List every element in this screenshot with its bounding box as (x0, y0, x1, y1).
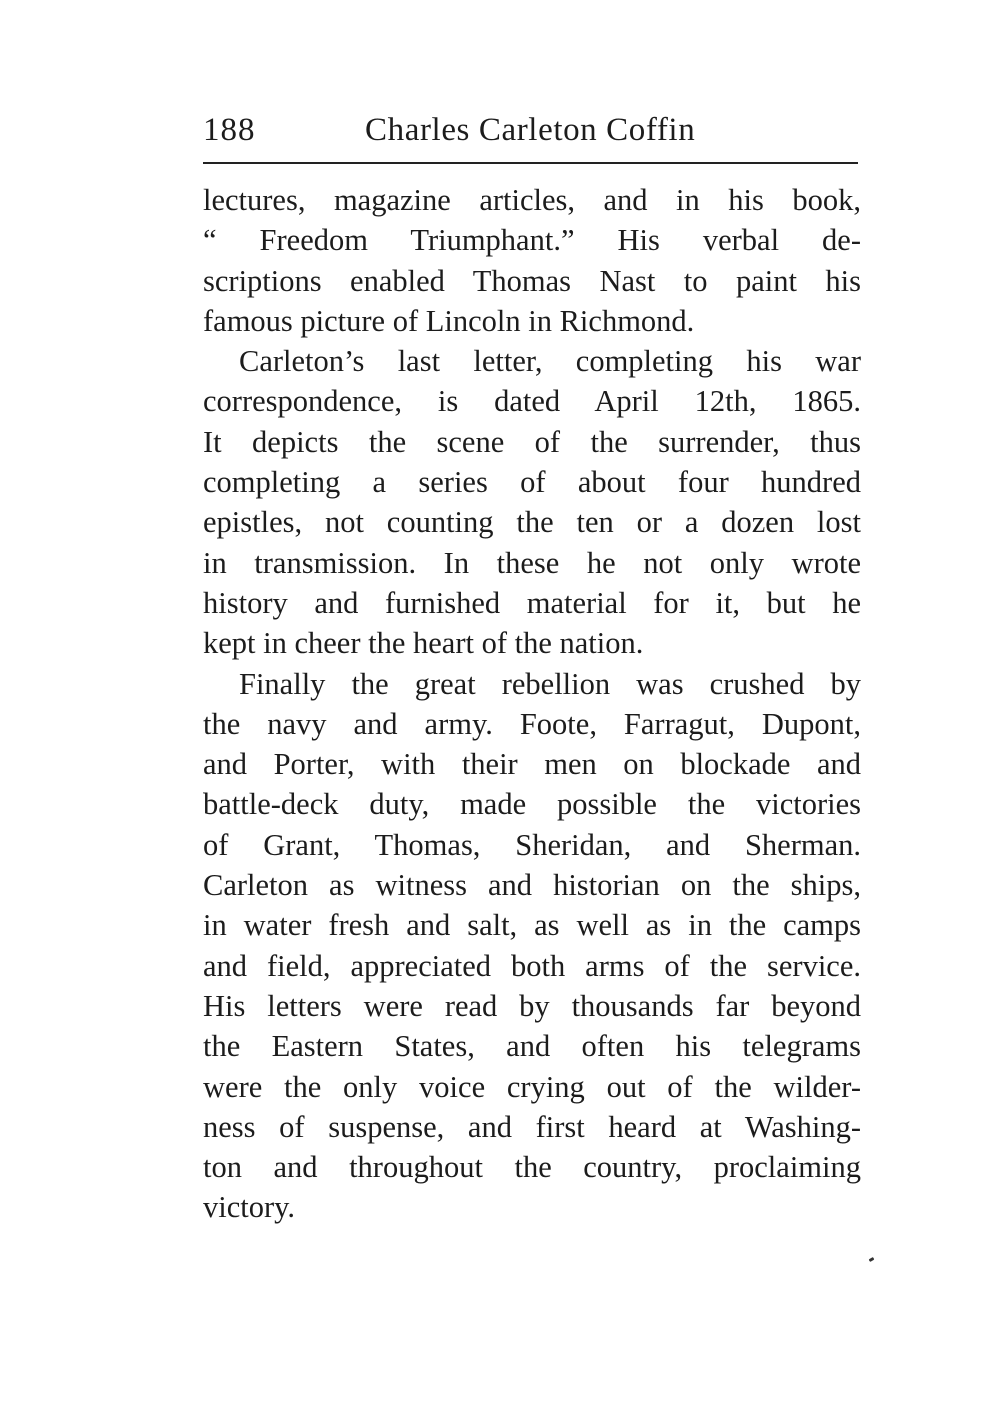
text-line: Finally the great rebellion was crushed by (239, 666, 861, 701)
text-line: His letters were read by thousands far beyond (203, 988, 861, 1023)
text-line: famous picture of Lincoln in Richmond. (203, 303, 695, 338)
text-line: of Grant, Thomas, Sheridan, and Sherman. (203, 827, 861, 862)
text-line: “ Freedom Triumphant.” His verbal de- (203, 223, 861, 258)
text-line: history and furnished material for it, but he (203, 585, 861, 620)
text-line: ness of suspense, and first heard at Washing- (203, 1109, 861, 1144)
ink-speck (869, 1257, 875, 1262)
text-line: in transmission. In these he not only wrote (203, 545, 861, 580)
text-line: were the only voice crying out of the wilder- (203, 1069, 861, 1104)
body-text (203, 180, 861, 1228)
text-line: epistles, not counting the ten or a dozen lost (203, 505, 861, 540)
text-line: correspondence, is dated April 12th, 1865. (203, 384, 861, 419)
text-line: and field, appreciated both arms of the service. (203, 948, 861, 983)
text-line: kept in cheer the heart of the nation. (203, 626, 644, 661)
text-line: Carleton’s last letter, completing his war (239, 344, 861, 379)
text-line: the navy and army. Foote, Farragut, Dupont, (203, 706, 861, 741)
text-line: in water fresh and salt, as well as in the camps (203, 908, 861, 943)
text-line: ton and throughout the country, proclaiming (203, 1150, 861, 1185)
text-line: It depicts the scene of the surrender, thus (203, 424, 861, 459)
text-line: the Eastern States, and often his telegrams (203, 1029, 861, 1064)
header-rule (203, 162, 858, 164)
text-line: lectures, magazine articles, and in his book, (203, 183, 861, 217)
running-title: Charles Carleton Coffin (365, 112, 696, 148)
text-line: completing a series of about four hundred (203, 465, 861, 500)
text-line: battle-deck duty, made possible the victories (203, 787, 861, 822)
text-line: scriptions enabled Thomas Nast to paint his (203, 263, 861, 298)
running-head (203, 106, 858, 154)
text-line: victory. (203, 1190, 296, 1225)
text-line: and Porter, with their men on blockade and (203, 747, 861, 782)
page-number: 188 (203, 112, 256, 148)
text-line: Carleton as witness and historian on the ships, (203, 868, 861, 903)
